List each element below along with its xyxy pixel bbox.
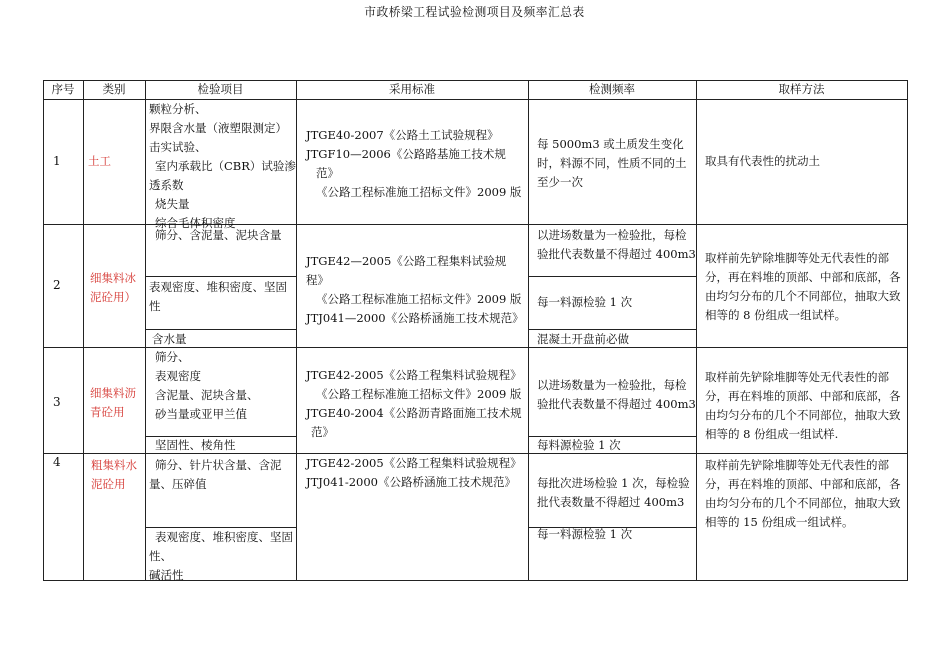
category-line: 泥砼用	[91, 477, 126, 491]
row-3-sampling	[705, 368, 901, 444]
item-line: 击实试验、	[149, 140, 207, 154]
item-line: 碱活性	[149, 568, 184, 582]
col-border-0	[43, 80, 44, 581]
category-line: 青砼用	[90, 405, 125, 419]
page-title: 市政桥梁工程试验检测项目及频率汇总表	[364, 5, 586, 19]
header-standard: 采用标准	[389, 82, 435, 96]
row-1-sampling: 取具有代表性的扰动土	[705, 154, 820, 168]
standard-line: JTGE42—2005《公路工程集料试验规	[306, 254, 507, 268]
sampling-line: 取样前先铲除堆脚等处无代表性的部	[705, 458, 889, 472]
sampling-line: 相等的 8 份组成一组试样。	[705, 308, 847, 322]
row-4-frequency-a	[537, 474, 690, 512]
frequency-line: 验批代表数量不得超过 400m3	[537, 397, 696, 411]
row-1-category: 土工	[88, 154, 111, 168]
row-2-frequency-c: 混凝土开盘前必做	[537, 332, 629, 346]
standard-line: JTGF10—2006《公路路基施工技术规	[306, 147, 506, 161]
row-4-category	[91, 456, 137, 494]
item-line: 烧失量	[155, 197, 190, 211]
frequency-line: 验批代表数量不得超过 400m3	[537, 247, 696, 261]
header-items: 检验项目	[197, 82, 244, 96]
row-2-frequency-a	[537, 226, 696, 264]
standard-line: 《公路工程标准施工招标文件》2009 版	[316, 387, 522, 401]
category-line: 细集料冰	[90, 271, 136, 285]
row-1-frequency	[537, 135, 687, 192]
sampling-line: 相等的 8 份组成一组试样.	[705, 427, 839, 441]
row-2-items-a: 筛分、含泥量、泥块含量	[155, 228, 282, 242]
row-4-seq: 4	[53, 455, 61, 469]
sampling-line: 分，再在料堆的顶部、中部和底部，各	[705, 477, 901, 491]
frequency-line: 以进场数量为一检验批，每检	[537, 378, 687, 392]
sampling-line: 由均匀分布的几个不同部位，抽取大致	[705, 289, 901, 303]
sampling-line: 取样前先铲除堆脚等处无代表性的部	[705, 251, 889, 265]
standard-line: JTJ041-2000《公路桥涵施工技术规范》	[306, 475, 516, 489]
standard-line: 范》	[316, 166, 339, 180]
row-2-freq-divider-a	[528, 276, 696, 277]
item-line: 性	[149, 299, 161, 313]
frequency-line: 时，料源不同，性质不同的土	[537, 156, 687, 170]
row-2-seq: 2	[53, 278, 61, 292]
sampling-line: 由均匀分布的几个不同部位，抽取大致	[705, 496, 901, 510]
row-2-category	[90, 269, 136, 307]
item-line: 综合毛体积密度	[155, 216, 236, 230]
item-line: 颗粒分析、	[149, 102, 207, 116]
item-line: 含泥量、泥块含量、	[155, 388, 259, 402]
header-frequency: 检测频率	[589, 82, 635, 96]
header-sampling: 取样方法	[778, 82, 825, 96]
col-border-1	[83, 80, 84, 581]
item-line: 筛分、针片状含量、含泥	[155, 458, 282, 472]
standard-line: JTGE40-2007《公路土工试验规程》	[306, 128, 499, 142]
item-line: 表观密度	[155, 369, 201, 383]
standard-line: JTGE42-2005《公路工程集料试验规程》	[306, 456, 522, 470]
item-line: 砂当量或亚甲兰值	[155, 407, 247, 421]
col-border-6	[907, 80, 908, 581]
category-line: 粗集料水	[91, 458, 137, 472]
sampling-line: 分，再在料堆的顶部、中部和底部，各	[705, 270, 901, 284]
item-line: 性、	[149, 549, 172, 563]
row-3-seq: 3	[53, 395, 61, 409]
col-border-3	[296, 80, 297, 581]
row-3-items-a	[155, 348, 259, 424]
row-3-standard	[306, 366, 522, 442]
frequency-line: 至少一次	[537, 175, 583, 189]
row-2-items-b	[149, 278, 287, 316]
item-line: 界限含水量（液塑限测定）	[149, 121, 287, 135]
row-4-sampling	[705, 456, 901, 532]
row-3-category	[90, 384, 136, 422]
row-4-frequency-b: 每一料源检验 1 次	[537, 527, 633, 541]
col-border-5	[696, 80, 697, 581]
col-border-4	[528, 80, 529, 581]
item-line: 透系数	[149, 178, 184, 192]
row-4-standard	[306, 454, 522, 492]
header-seq: 序号	[51, 82, 75, 96]
row-2-frequency-b: 每一料源检验 1 次	[537, 295, 633, 309]
category-line: 细集料沥	[90, 386, 136, 400]
row-2-items-c: 含水量	[152, 332, 187, 346]
item-line: 量、压碎值	[149, 477, 207, 491]
frequency-line: 每批次进场检验 1 次，每检验	[537, 476, 690, 490]
row-3-frequency-b: 每料源检验 1 次	[537, 438, 621, 452]
row-2-standard	[306, 252, 524, 328]
standard-line: 《公路工程标准施工招标文件》2009 版	[316, 292, 522, 306]
frequency-line: 以进场数量为一检验批，每检	[537, 228, 687, 242]
row-3-frequency-a	[537, 376, 696, 414]
frequency-line: 批代表数量不得超过 400m3	[537, 495, 685, 509]
header-category: 类别	[102, 82, 126, 96]
sampling-line: 取样前先铲除堆脚等处无代表性的部	[705, 370, 889, 384]
row-2-items-divider-a	[145, 276, 296, 277]
standard-line: JTGE42-2005《公路工程集料试验规程》	[306, 368, 522, 382]
row-2-sampling	[705, 249, 901, 325]
row-4-items-a	[149, 456, 282, 494]
standard-line: 程》	[306, 273, 329, 287]
sampling-line: 分，再在料堆的顶部、中部和底部，各	[705, 389, 901, 403]
row-1-items	[149, 100, 296, 233]
standard-line: 《公路工程标准施工招标文件》2009 版	[316, 185, 522, 199]
row-1-seq: 1	[53, 154, 61, 168]
row-4-items-b	[149, 528, 293, 585]
sampling-line: 由均匀分布的几个不同部位，抽取大致	[705, 408, 901, 422]
frequency-line: 每 5000m3 或土质发生变化	[537, 137, 684, 151]
standard-line: JTGE40-2004《公路沥青路面施工技术规	[306, 406, 522, 420]
standard-line: 范》	[311, 425, 334, 439]
category-line: 泥砼用）	[90, 290, 136, 304]
item-line: 表观密度、堆积密度、坚固	[149, 280, 287, 294]
item-line: 室内承载比（CBR）试验渗	[155, 159, 296, 173]
item-line: 筛分、	[155, 350, 190, 364]
row-1-standard	[306, 126, 521, 202]
row-3-items-b: 坚固性、棱角性	[155, 438, 236, 452]
sampling-line: 相等的 15 份组成一组试样。	[705, 515, 854, 529]
standard-line: JTJ041—2000《公路桥涵施工技术规范》	[306, 311, 524, 325]
item-line: 表观密度、堆积密度、坚固	[155, 530, 293, 544]
col-border-2	[145, 80, 146, 581]
